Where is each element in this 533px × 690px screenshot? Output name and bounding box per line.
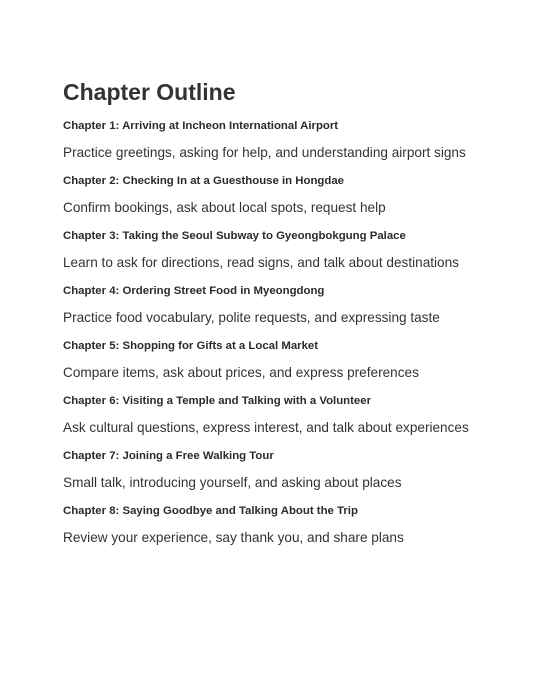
chapter-heading: Chapter 1: Arriving at Incheon International Airport xyxy=(63,120,339,132)
chapter-list xyxy=(63,119,533,546)
chapter-item-6 xyxy=(63,394,533,436)
chapter-description: Ask cultural questions, express interest, and talk about experiences xyxy=(63,420,469,435)
chapter-item-2 xyxy=(63,174,533,216)
chapter-heading: Chapter 5: Shopping for Gifts at a Local Market xyxy=(63,340,319,352)
chapter-description: Compare items, ask about prices, and express preferences xyxy=(63,365,419,380)
chapter-description: Confirm bookings, ask about local spots, request help xyxy=(63,200,386,215)
chapter-description: Review your experience, say thank you, and share plans xyxy=(63,530,404,545)
chapter-heading: Chapter 2: Checking In at a Guesthouse in Hongdae xyxy=(63,175,345,187)
chapter-item-1 xyxy=(63,119,533,161)
chapter-description: Learn to ask for directions, read signs, and talk about destinations xyxy=(63,255,459,270)
chapter-description: Small talk, introducing yourself, and asking about places xyxy=(63,475,402,490)
chapter-item-5 xyxy=(63,339,533,381)
chapter-description: Practice food vocabulary, polite requests, and expressing taste xyxy=(63,310,440,325)
chapter-item-3 xyxy=(63,229,533,271)
chapter-heading: Chapter 6: Visiting a Temple and Talking with a Volunteer xyxy=(63,395,372,407)
chapter-item-7 xyxy=(63,449,533,491)
chapter-heading: Chapter 4: Ordering Street Food in Myeongdong xyxy=(63,285,325,297)
chapter-heading: Chapter 7: Joining a Free Walking Tour xyxy=(63,450,274,462)
chapter-item-4 xyxy=(63,284,533,326)
page-title: Chapter Outline xyxy=(63,79,236,105)
chapter-description: Practice greetings, asking for help, and understanding airport signs xyxy=(63,145,466,160)
chapter-item-8 xyxy=(63,504,533,546)
chapter-heading: Chapter 3: Taking the Seoul Subway to Gyeongbokgung Palace xyxy=(63,230,406,242)
chapter-heading: Chapter 8: Saying Goodbye and Talking About the Trip xyxy=(63,505,358,517)
